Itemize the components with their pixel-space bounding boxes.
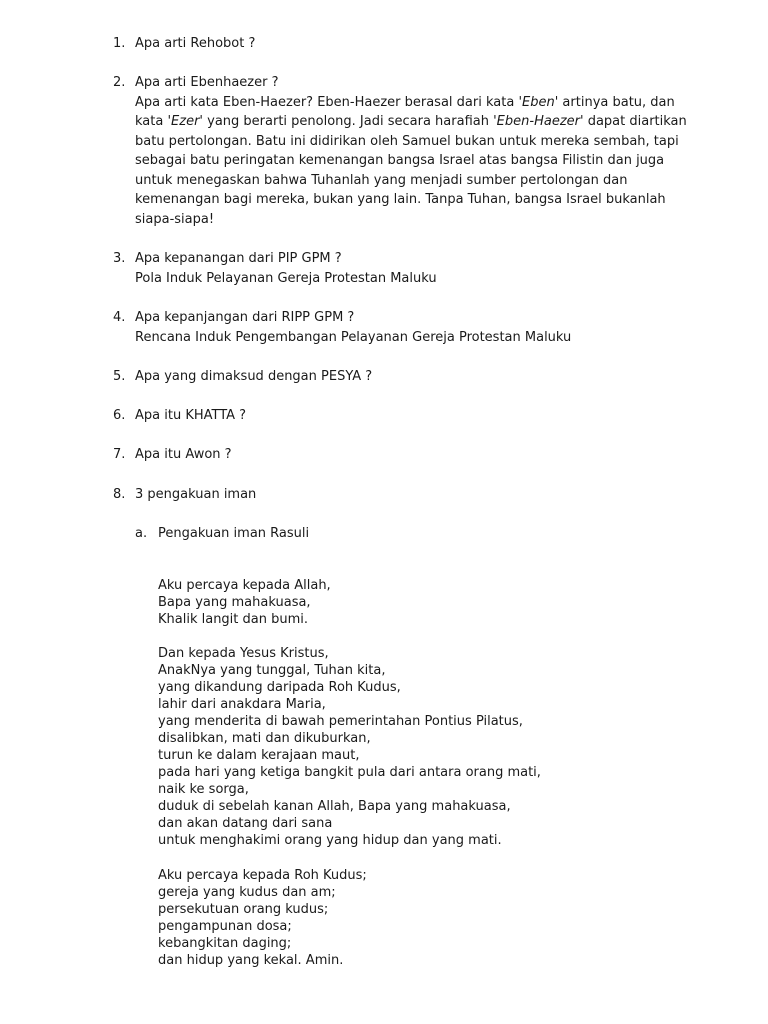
creed-line: untuk menghakimi orang yang hidup dan yang mati. [158,833,502,848]
question-3 [113,249,693,288]
answer-text: dapat diartikan batu pertolongan. Batu ini didirikan oleh Samuel bukan untuk mereka sembah, tapi sebagai batu peringatan kemenangan bangsa Israel atas bangsa Filistin dan juga untuk menegaskan bahwa Tuhanlah yang menjadi sumber pertolongan dan kemenangan bagi mereka, bukan yang lain. Tanpa Tuhan, bangsa Israel bukanlah siapa-siapa! [135,114,687,227]
creed-stanza-3 [158,867,658,969]
creed-line: AnakNya yang tunggal, Tuhan kita, [158,663,386,678]
question-number: 1. [113,36,126,51]
subitem-a [135,524,309,544]
answer-text: artinya batu, dan kata [135,94,675,129]
subitem-text: Pengakuan iman Rasuli [158,526,310,541]
creed-line: Khalik langit dan bumi. [158,612,309,627]
question-6 [113,406,693,426]
question-7 [113,445,693,465]
question-2 [113,73,693,229]
question-text: Apa itu KHATTA ? [135,408,247,423]
creed-line: lahir dari anakdara Maria, [158,697,326,712]
answer-text: Pola Induk Pelayanan Gereja Protestan Maluku [135,270,437,286]
creed-line: disalibkan, mati dan dikuburkan, [158,731,371,746]
creed-line: pada hari yang ketiga bangkit pula dari antara orang mati, [158,765,541,780]
creed-line: Bapa yang mahakuasa, [158,595,311,610]
creed-stanza-1 [158,577,658,628]
subitem-letter: a. [135,526,148,541]
creed-line: Aku percaya kepada Roh Kudus; [158,868,367,883]
question-number: 3. [113,251,126,266]
question-number: 2. [113,75,126,90]
creed-line: Aku percaya kepada Allah, [158,578,331,593]
term-ezer: 'Ezer' [167,114,203,129]
question-number: 7. [113,447,126,462]
question-4 [113,308,693,347]
creed-line: dan akan datang dari sana [158,816,333,831]
question-text: Apa arti Rehobot ? [135,36,256,51]
creed-stanza-2 [158,645,658,849]
question-number: 4. [113,310,126,325]
creed-line: turun ke dalam kerajaan maut, [158,748,360,763]
term-eben-haezer: 'Eben-Haezer' [493,114,584,129]
creed-line: yang menderita di bawah pemerintahan Pontius Pilatus, [158,714,523,729]
term-eben: 'Eben' [518,94,559,110]
creed-line: persekutuan orang kudus; [158,902,329,917]
question-5 [113,367,693,387]
creed-line: pengampunan dosa; [158,919,292,934]
creed-line: dan hidup yang kekal. Amin. [158,953,344,968]
question-text: Apa kepanjangan dari RIPP GPM ? [135,310,355,325]
answer-paragraph [135,93,693,230]
creed-line: Dan kepada Yesus Kristus, [158,646,329,661]
question-text: Apa yang dimaksud dengan PESYA ? [135,369,373,384]
question-text: Apa kepanangan dari PIP GPM ? [135,251,342,266]
question-number: 8. [113,487,126,502]
creed-line: yang dikandung daripada Roh Kudus, [158,680,401,695]
answer-text: Rencana Induk Pengembangan Pelayanan Gereja Protestan Maluku [135,329,572,345]
creed-line: gereja yang kudus dan am; [158,885,336,900]
question-text: Apa itu Awon ? [135,447,232,462]
answer-text: Apa arti kata Eben-Haezer? Eben-Haezer berasal dari kata [135,94,519,110]
answer-text: yang berarti penolong. Jadi secara harafiah [203,114,494,129]
creed-line: kebangkitan daging; [158,936,292,951]
question-text: 3 pengakuan iman [135,487,257,502]
creed-line: naik ke sorga, [158,782,249,797]
creed-line: duduk di sebelah kanan Allah, Bapa yang mahakuasa, [158,799,511,814]
question-text: Apa arti Ebenhaezer ? [135,75,279,90]
question-1 [113,34,693,54]
question-number: 6. [113,408,126,423]
question-number: 5. [113,369,126,384]
question-8 [113,485,693,505]
